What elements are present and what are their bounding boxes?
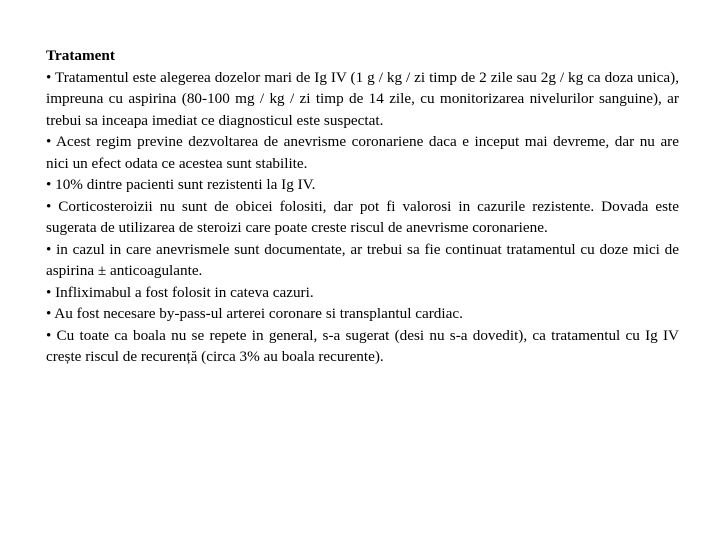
paragraph-infliximab: • Infliximabul a fost folosit in cateva cazuri. — [46, 283, 314, 301]
paragraph-corticosteroids: • Corticosteroizii nu sunt de obicei folositi, dar pot fi valorosi in cazurile rezistente. Dovada este sugerata de utilizarea de steroizi care poate creste riscul de anevrisme coronariene. — [46, 197, 679, 236]
paragraph-aneurysm-treatment: • in cazul in care anevrismele sunt documentate, ar trebui sa fie continuat tratamentul cu doze mici de aspirina ± anticoagulante. — [46, 240, 679, 279]
paragraph-recurrence: • Cu toate ca boala nu se repete in general, s-a sugerat (desi nu s-a dovedit), ca tratamentul cu Ig IV crește riscul de recurență (circa 3% au boala recurente). — [46, 326, 679, 365]
section-title: Tratament — [46, 47, 115, 64]
paragraph-resistance: • 10% dintre pacienti sunt rezistenti la Ig IV. — [46, 176, 316, 193]
paragraph-treatment-ivig: • Tratamentul este alegerea dozelor mari de Ig IV (1 g / kg / zi timp de 2 zile sau 2g / kg ca doza unica), impreuna cu aspirina (80-100 mg / kg / zi timp de 14 zile, cu monitorizarea nivelurilor sanguine), ar trebui sa inceapa imediat ce diagnosticul este suspectat. — [46, 68, 679, 129]
text-body — [46, 45, 679, 368]
paragraph-regimen-prevention: • Acest regim previne dezvoltarea de anevrisme coronariene daca e inceput mai devreme, dar nu are nici un efect odata ce acestea sunt stabilite. — [46, 133, 679, 172]
paragraph-bypass-transplant: • Au fost necesare by-pass-ul arterei coronare si transplantul cardiac. — [46, 305, 463, 322]
